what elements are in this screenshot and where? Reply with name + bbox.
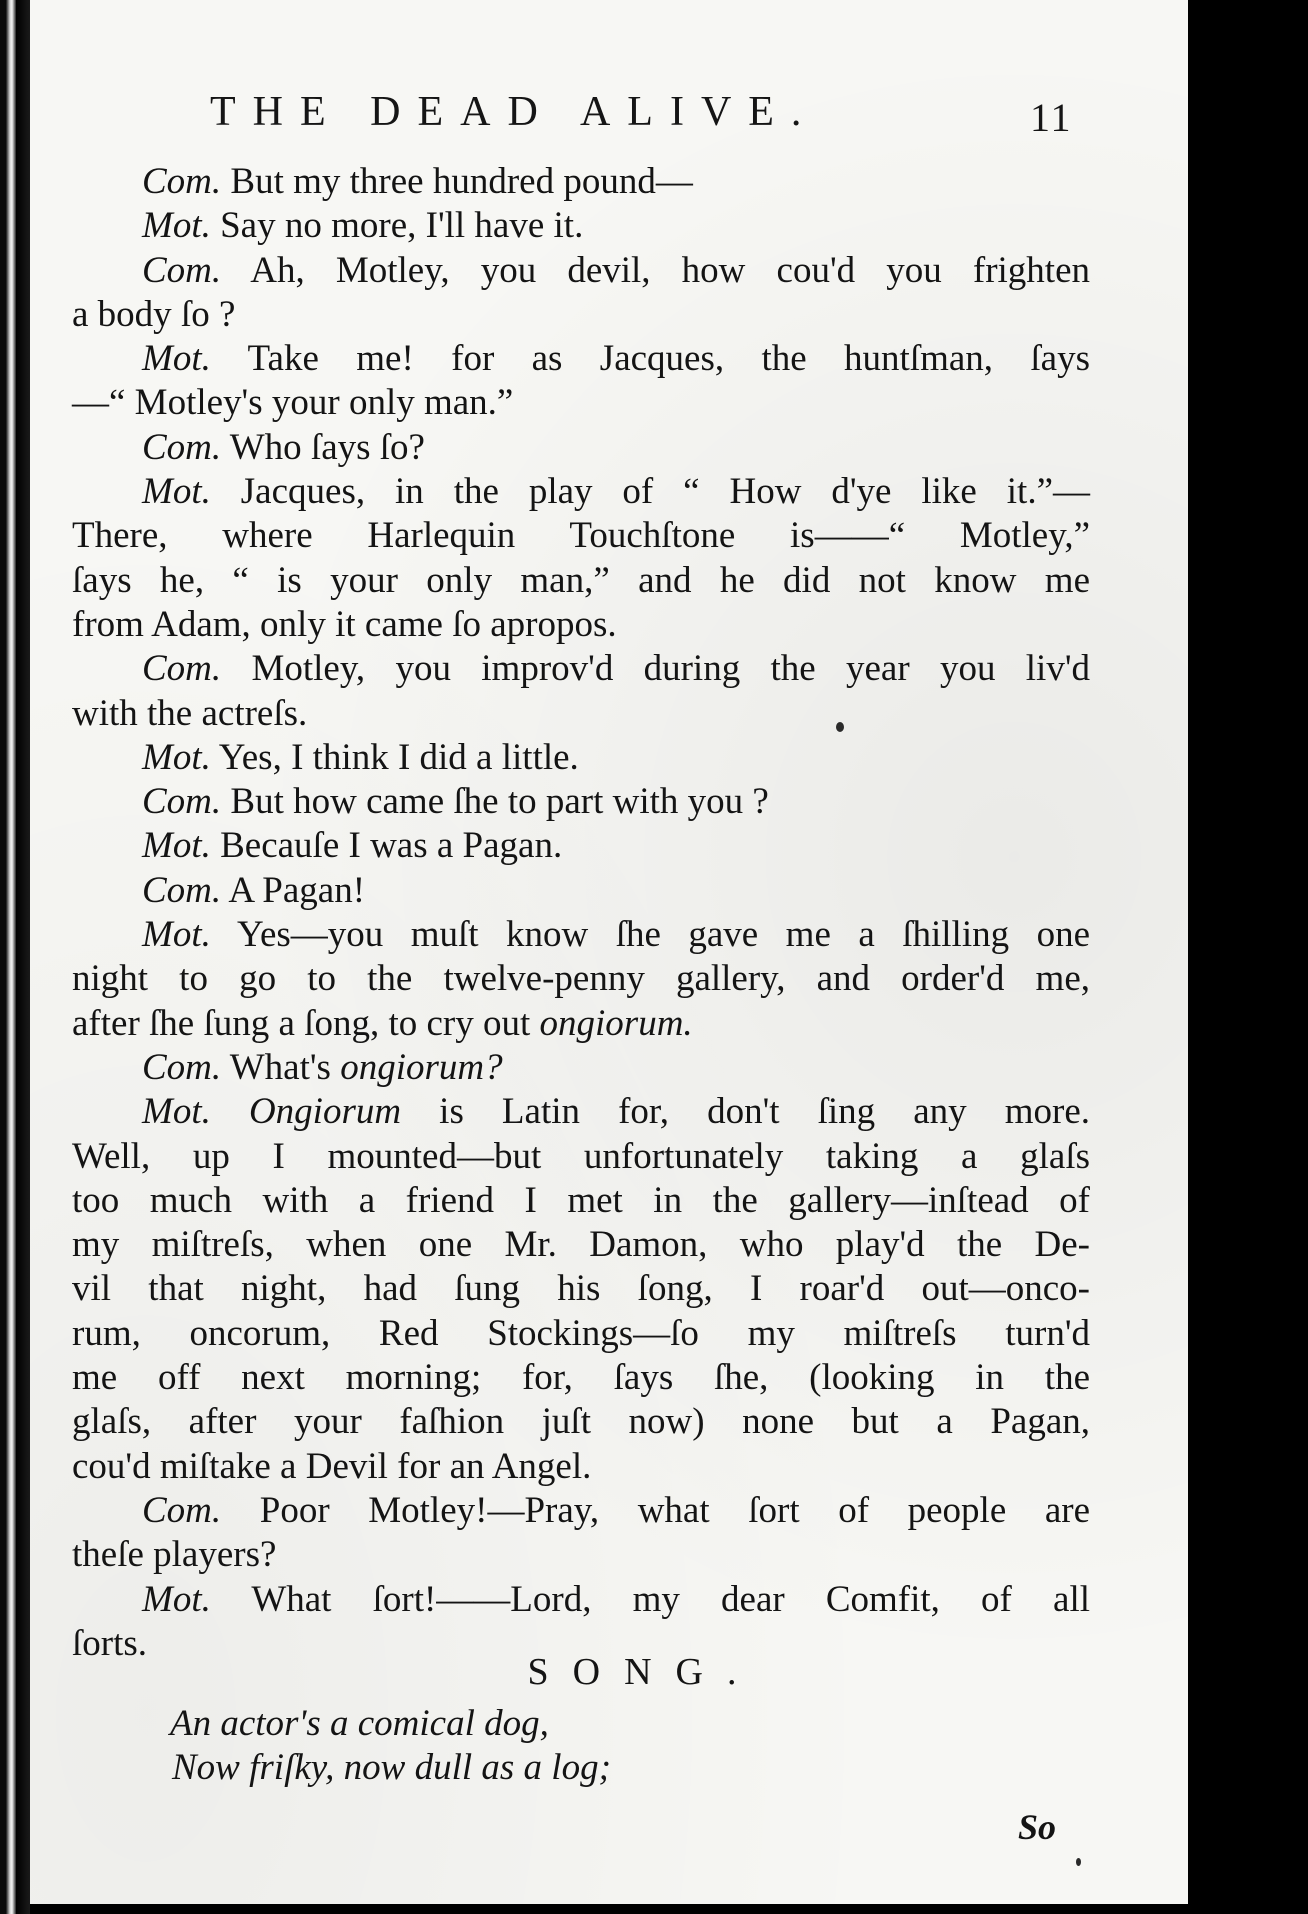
speaker-label: Com. xyxy=(142,648,222,690)
line-text: cou'd miſtake a Devil for an Angel. xyxy=(72,1445,592,1487)
line-text: Jacques, in the play of “ How d'ye like it.”— xyxy=(210,471,1090,513)
line-text: Becauſe I was a Pagan. xyxy=(210,825,563,867)
speaker-label: Com. xyxy=(142,1489,222,1531)
line-text: with the actreſs. xyxy=(72,692,308,734)
ink-speck xyxy=(1076,1858,1081,1866)
line-text: theſe players? xyxy=(72,1534,277,1576)
speaker-label: Mot. xyxy=(142,1578,211,1620)
text-line xyxy=(72,1002,1090,1046)
text-line xyxy=(72,1489,1090,1533)
line-text: too much with a friend I met in the gallery—inſtead of xyxy=(72,1179,1090,1221)
text-line xyxy=(72,1578,1090,1622)
italic-term: Ongiorum xyxy=(248,1091,402,1133)
speaker-label: Mot. xyxy=(142,205,211,247)
speaker-label: Com. xyxy=(142,249,222,291)
text-line xyxy=(72,1135,1090,1179)
line-text: vil that night, had ſung his ſong, I roar'd out—onco- xyxy=(72,1268,1090,1310)
line-text: is Latin for, don't ſing any more. xyxy=(401,1091,1091,1133)
speaker-label: Mot. xyxy=(142,914,211,956)
speaker-label: Com. xyxy=(142,869,222,911)
speaker-label: Com. xyxy=(142,426,222,468)
right-border xyxy=(1188,0,1308,1914)
text-line xyxy=(72,824,1090,868)
text-line xyxy=(72,780,1090,824)
speaker-label: Mot. xyxy=(142,471,211,513)
text-line xyxy=(72,204,1090,248)
line-text: Well, up I mounted—but unfortunately taking a glaſs xyxy=(72,1135,1090,1177)
text-line xyxy=(72,692,1090,736)
catchword: So xyxy=(1018,1807,1057,1847)
text-line xyxy=(72,603,1090,647)
italic-term: ongiorum. xyxy=(539,1002,693,1044)
verse-line: Now friſky, now dull as a log; xyxy=(172,1747,611,1788)
text-line xyxy=(72,1445,1090,1489)
text-line xyxy=(72,913,1090,957)
line-text: Who ſays ſo? xyxy=(221,426,425,468)
line-text: rum, oncorum, Red Stockings—ſo my miſtreſs turn'd xyxy=(72,1312,1090,1354)
text-line xyxy=(72,293,1090,337)
speaker-label: Com. xyxy=(142,161,222,202)
line-text: What's xyxy=(221,1046,341,1088)
dialogue-text xyxy=(72,160,1090,1666)
text-line xyxy=(72,1267,1090,1311)
line-text: —“ Motley's your only man.” xyxy=(72,382,514,424)
line-text xyxy=(211,1091,249,1132)
page-number: 11 xyxy=(1030,95,1073,140)
line-text: glaſs, after your faſhion juſt now) none but a Pagan, xyxy=(72,1401,1090,1443)
text-line xyxy=(72,337,1090,381)
line-text: Motley, you improv'd during the year you liv'd xyxy=(221,648,1090,690)
line-text: Yes—you muſt know ſhe gave me a ſhilling one xyxy=(210,914,1090,956)
line-text: my miſtreſs, when one Mr. Damon, who play'd the De- xyxy=(72,1224,1090,1266)
binding-gutter xyxy=(16,0,30,1914)
text-line xyxy=(72,514,1090,558)
line-text: Take me! for as Jacques, the huntſman, ſays xyxy=(210,338,1090,380)
verse-line: An actor's a comical dog, xyxy=(170,1703,549,1744)
text-line xyxy=(72,736,1090,780)
text-line xyxy=(72,1312,1090,1356)
line-text: night to go to the twelve-penny gallery, and order'd me, xyxy=(72,958,1090,1000)
text-line xyxy=(72,381,1090,425)
text-line xyxy=(72,1533,1090,1577)
speaker-label: Mot. xyxy=(142,736,211,778)
text-line xyxy=(72,160,1090,204)
line-text: But my three hundred pound— xyxy=(221,161,693,202)
text-line xyxy=(72,1223,1090,1267)
speaker-label: Com. xyxy=(142,1046,222,1088)
line-text: after ſhe ſung a ſong, to cry out xyxy=(72,1002,540,1044)
text-line xyxy=(72,1356,1090,1400)
text-line xyxy=(72,559,1090,603)
speaker-label: Com. xyxy=(142,781,222,823)
line-text: A Pagan! xyxy=(221,869,366,911)
line-text: from Adam, only it came ſo apropos. xyxy=(72,603,617,645)
ink-speck xyxy=(836,722,844,732)
facing-page-edge xyxy=(6,0,16,1914)
line-text: Say no more, I'll have it. xyxy=(210,205,584,247)
line-text: There, where Harlequin Touchſtone is——“ Motley,” xyxy=(72,515,1090,557)
line-text: But how came ſhe to part with you ? xyxy=(221,781,769,823)
speaker-label: Mot. xyxy=(142,338,211,380)
speaker-label: Mot. xyxy=(142,1091,211,1133)
text-line xyxy=(72,647,1090,691)
page-header xyxy=(30,88,1188,148)
text-line xyxy=(72,1090,1090,1134)
text-line xyxy=(72,249,1090,293)
line-text: ſorts. xyxy=(72,1622,148,1664)
italic-term: ongiorum? xyxy=(340,1046,503,1088)
text-line xyxy=(72,426,1090,470)
line-text: Poor Motley!—Pray, what ſort of people are xyxy=(221,1489,1090,1531)
speaker-label: Mot. xyxy=(142,825,211,867)
running-head: THE DEAD ALIVE. xyxy=(210,89,819,135)
text-line xyxy=(72,1179,1090,1223)
song-heading: SONG. xyxy=(527,1651,761,1693)
text-line xyxy=(72,869,1090,913)
text-line xyxy=(72,957,1090,1001)
text-line xyxy=(72,1046,1090,1090)
book-page xyxy=(30,0,1188,1904)
line-text: Yes, I think I did a little. xyxy=(210,736,579,778)
line-text: Ah, Motley, you devil, how cou'd you frighten xyxy=(221,249,1090,291)
song-verse xyxy=(170,1702,611,1790)
text-line xyxy=(72,470,1090,514)
line-text: me off next morning; for, ſays ſhe, (looking in the xyxy=(72,1357,1090,1399)
line-text: ſays he, “ is your only man,” and he did not know me xyxy=(72,559,1090,601)
text-line xyxy=(72,1400,1090,1444)
line-text: What ſort!——Lord, my dear Comfit, of all xyxy=(210,1578,1090,1620)
line-text: a body ſo ? xyxy=(72,293,236,335)
